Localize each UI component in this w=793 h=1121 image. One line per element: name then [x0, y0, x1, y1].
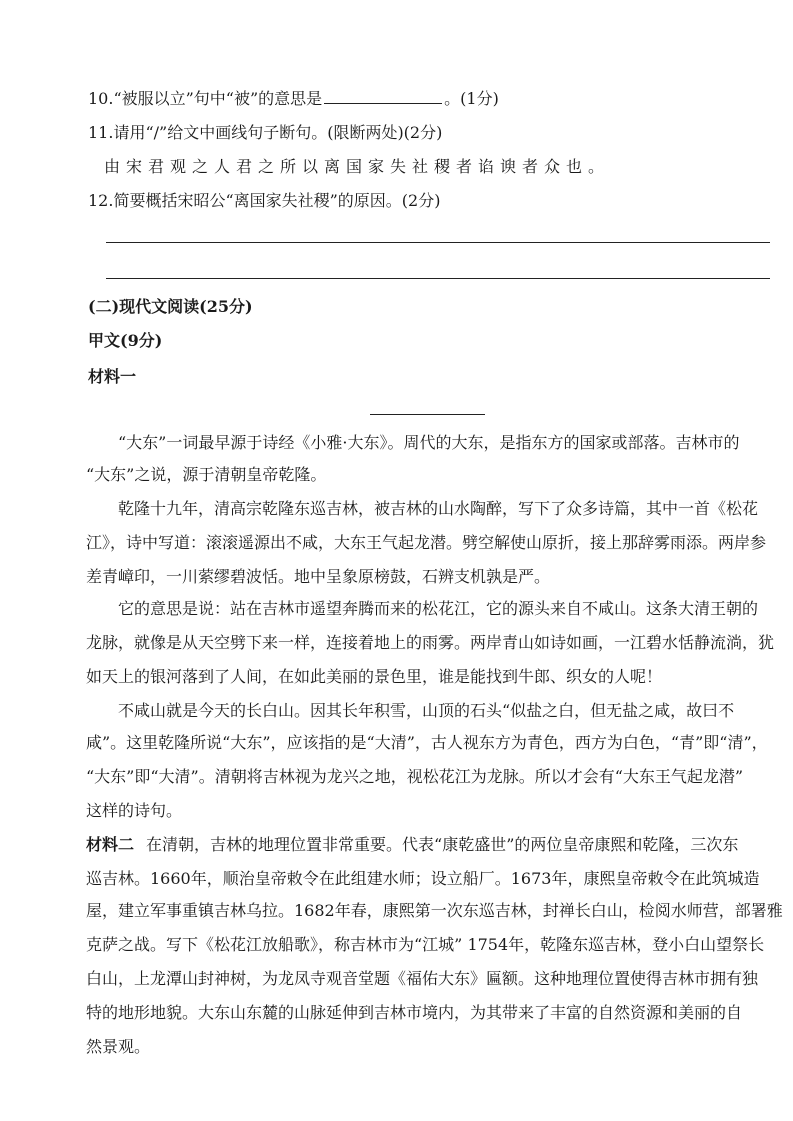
material-one-label: 材料一 [88, 367, 137, 386]
paragraph-line: 它的意思是说：站在吉林市遥望奔腾而来的松花江，它的源头来自不咸山。这条大清王朝的 [118, 599, 759, 618]
punctuation-sentence: 由宋君观之人君之所以离国家失社稷者谄谀者众也。 [104, 157, 611, 176]
question-10-score: 。(1分) [444, 89, 499, 108]
part-title: 甲文(9分) [88, 331, 163, 350]
paragraph-line: 咸”。这里乾隆所说“大东”，应该指的是“大清”，古人视东方为青色，西方为白色，“青”即“清”， [86, 733, 768, 752]
paragraph-line: 如天上的银河落到了人间，在如此美丽的景色里，谁是能找到牛郎、织女的人呢！ [86, 667, 663, 686]
paragraph-line: 白山，上龙潭山封神树，为龙凤寺观音堂题《福佑大东》匾额。这种地理位置使得吉林市拥有独 [86, 969, 759, 988]
paragraph-line: “大东”即“大清”。清朝将吉林视为龙兴之地，视松花江为龙脉。所以才会有“大东王气起龙潜” [86, 767, 744, 786]
paragraph-line: 屋，建立军事重镇吉林乌拉。1682年春，康熙第一次东巡吉林，封禅长白山，检阅水师营，部署雅 [86, 901, 783, 920]
question-11: 11.请用“/”给文中画线句子断句。(限断两处)(2分) [88, 123, 443, 142]
paragraph-line: 龙脉，就像是从天空劈下来一样，连接着地上的雨雾。两岸青山如诗如画，一江碧水恬静流淌，犹 [86, 633, 775, 652]
answer-line-2[interactable] [106, 278, 770, 279]
question-12: 12.简要概括宋昭公“离国家失社稷”的原因。(2分) [88, 191, 441, 210]
answer-blank[interactable] [324, 89, 442, 104]
title-underline-mark [404, 410, 410, 415]
paragraph-line: 克萨之战。写下《松花江放船歌》，称吉林市为“江城” 1754年，乾隆东巡吉林，登小白山望祭长 [86, 935, 765, 954]
title-underline [370, 414, 485, 415]
paragraph-line: 特的地形地貌。大东山东麓的山脉延伸到吉林市境内，为其带来了丰富的自然资源和美丽的自 [86, 1003, 743, 1022]
answer-line-1[interactable] [106, 242, 770, 243]
section-title: (二)现代文阅读(25分) [88, 297, 253, 316]
paragraph-line: 乾隆十九年，清高宗乾隆东巡吉林，被吉林的山水陶醉，写下了众多诗篇，其中一首《松花 [118, 499, 759, 518]
paragraph-line: 差青嶂印，一川萦缪碧波恬。地中呈象原榜鼓，石辨支机孰是严。 [86, 567, 551, 586]
paragraph-line: 巡吉林。1660年，顺治皇帝敕令在此组建水师；设立船厂。1673年，康熙皇帝敕令在此筑城造 [86, 869, 760, 888]
paragraph-line: 不咸山就是今天的长白山。因其长年积雪，山顶的石头“似盐之白，但无盐之咸，故曰不 [118, 701, 735, 720]
paragraph-line: 在清朝，吉林的地理位置非常重要。代表“康乾盛世”的两位皇帝康熙和乾隆，三次东 [146, 835, 739, 854]
question-10 [88, 88, 499, 110]
question-10-text: 10.“被服以立”句中“被”的意思是 [88, 89, 323, 108]
paragraph-line: “大东”之说，源于清朝皇帝乾隆。 [86, 465, 327, 484]
paragraph-line: 江》，诗中写道：滚滚遥源出不咸，大东王气起龙潜。劈空解使山原折，接上那辞雾雨添。两岸参 [86, 533, 767, 552]
paragraph-line: “大东”一词最早源于诗经《小雅·大东》。周代的大东，是指东方的国家或部落。吉林市的 [118, 433, 740, 452]
paragraph-line: 然景观。 [86, 1037, 151, 1056]
material-two-label: 材料二 [86, 835, 135, 854]
material-two-line [86, 834, 738, 856]
paragraph-line: 这样的诗句。 [86, 801, 183, 820]
